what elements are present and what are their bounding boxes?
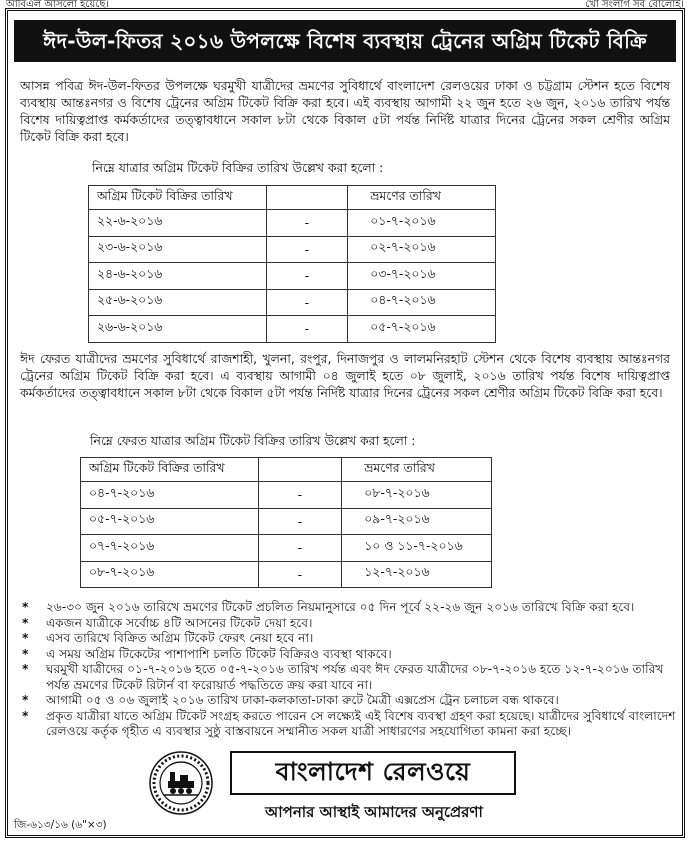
return-schedule-table [80,457,492,588]
note-marker: * [22,646,29,661]
brand-slogan: আপনার আস্থাই আমাদের অনুপ্রেরণা [265,803,483,821]
travel-date-cell: ১০ ও ১১-৭-২০১৬ [342,535,492,562]
notes-list [20,600,680,740]
separator-cell: - [258,561,342,588]
lead-return-schedule: নিম্নে ফেরত যাত্রার অগ্রিম টিকেট বিক্রির তারিখ উল্লেখ করা হলো : [90,433,416,448]
reference-code: জি-৬১৩/১৬ (৬"×৩) [14,819,107,831]
brand-name: বাংলাদেশ রেলওয়ে [275,757,471,786]
table-row [81,535,492,562]
list-item [20,662,680,693]
travel-date-cell: ০১-৭-২০১৬ [348,210,496,237]
travel-date-cell: ০৩-৭-২০১৬ [348,263,496,290]
note-text: এ সময় অগ্রিম টিকেটের পাশাপাশি চলতি টিকেট বিক্রিরও ব্যবস্থা থাকবে। [46,646,392,661]
table-row [89,236,496,263]
travel-date-cell: ০৯-৭-২০১৬ [342,508,492,535]
column-header-separator [258,458,342,482]
separator-cell: - [258,508,342,535]
sale-date-cell: ২৩-৬-২০১৬ [89,236,267,263]
separator-cell: - [266,316,348,343]
sale-date-cell: ০৪-৭-২০১৬ [81,482,259,509]
sale-date-cell: ২৪-৬-২০১৬ [89,263,267,290]
column-header-travel-date: ভ্রমণের তারিখ [348,186,496,210]
table-row [81,561,492,588]
separator-cell: - [266,263,348,290]
lead-outbound-schedule: নিম্নে যাত্রার অগ্রিম টিকেট বিক্রির তারিখ উল্লেখ করা হলো : [92,160,384,175]
outbound-schedule-table [88,185,496,343]
table-header-row [89,186,496,210]
list-item [20,647,680,663]
column-header-sale-date: অগ্রিম টিকেট বিক্রির তারিখ [89,186,267,210]
travel-date-cell: ০৫-৭-২০১৬ [348,316,496,343]
column-header-separator [266,186,348,210]
top-strip-left-text: আবিএল আসলো হয়েছে। [6,0,109,10]
bangladesh-railway-emblem-icon [148,750,214,816]
list-item [20,600,680,616]
sale-date-cell: ০৮-৭-২০১৬ [81,561,259,588]
table-row [89,210,496,237]
paragraph-outbound: আসন্ন পবিত্র ঈদ-উল-ফিতর উপলক্ষে ঘরমুখী যাত্রীদের ভ্রমণের সুবিধার্থে বাংলাদেশ রেলওয়ের ঢাকা ও চট্টগ্রাম স্টেশন হতে বিশেষ ব্যবস্থায় আন্তঃনগর ও বিশেষ ট্রেনের অগ্রিম টিকেট বিক্রি করা হবে। এই ব্যবস্থায় আগামী ২২ জুন হতে ২৬ জুন, ২০১৬ তারিখ পর্যন্ত বিশেষ দায়িত্বপ্রাপ্ত কর্মকর্তাদের তত্ত্বাবধানে সকাল ৮টা থেকে বিকাল ৫টা পর্যন্ত নির্দিষ্ট যাত্রার দিনের ট্রেনের সকল শ্রেণীর অগ্রিম টিকেট বিক্রি করা হবে। [20,78,670,144]
list-item [20,616,680,632]
column-header-sale-date: অগ্রিম টিকেট বিক্রির তারিখ [81,458,259,482]
sale-date-cell: ০৫-৭-২০১৬ [81,508,259,535]
note-marker: * [22,631,29,645]
sale-date-cell: ০৭-৭-২০১৬ [81,535,259,562]
top-strip-right-text: খো সংলাগ সব বোলোই। [585,0,684,10]
table-row [89,316,496,343]
note-marker: * [22,615,29,630]
note-text: ২৬-৩০ জুন ২০১৬ তারিখে ভ্রমণের টিকেট প্রচলিত নিয়মানুসারে ০৫ দিন পূর্বে ২২-২৬ জুন ২০১৬ তারিখে বিক্রি করা হবে। [46,600,635,614]
note-text: এসব তারিখে বিক্রিত অগ্রিম টিকেট ফেরৎ নেয়া হবে না। [46,631,314,645]
separator-cell: - [266,236,348,263]
travel-date-cell: ০৪-৭-২০১৬ [348,289,496,316]
note-text: একজন যাত্রীকে সর্বোচ্চ ৪টি আসনের টিকেট দেয়া হবে। [46,615,313,630]
list-item [20,631,680,647]
column-header-travel-date: ভ্রমণের তারিখ [342,458,492,482]
table-row [81,508,492,535]
note-text: আগামী ০৫ ও ০৬ জুলাই ২০১৬ তারিখ ঢাকা-কলকাতা-ঢাকা রুটে মৈত্রী এক্সপ্রেস ট্রেন চলাচল বন্ধ থাকবে। [46,693,559,707]
separator-cell: - [258,535,342,562]
travel-date-cell: ০২-৭-২০১৬ [348,236,496,263]
table-row [89,263,496,290]
note-marker: * [22,693,29,707]
list-item [20,693,680,709]
table-row [81,482,492,509]
notice-title: ঈদ-উল-ফিতর ২০১৬ উপলক্ষে বিশেষ ব্যবস্থায় ট্রেনের অগ্রিম টিকেট বিক্রি [14,20,676,62]
table-header-row [81,458,492,482]
table-row [89,289,496,316]
separator-cell: - [258,482,342,509]
sale-date-cell: ২২-৬-২০১৬ [89,210,267,237]
note-marker: * [22,708,29,723]
paragraph-return: ঈদ ফেরত যাত্রীদের ভ্রমণের সুবিধার্থে রাজশাহী, খুলনা, রংপুর, দিনাজপুর ও লালমনিরহাট স্টেশন থেকে বিশেষ ব্যবস্থায় আন্তঃনগর ট্রেনের অগ্রিম টিকেট বিক্রি করা হবে। এ ব্যবস্থায় আগামী ০৪ জুলাই হতে ০৮ জুলাই, ২০১৬ তারিখ পর্যন্ত বিশেষ দায়িত্বপ্রাপ্ত কর্মকর্তাদের তত্ত্বাবধানে সকাল ৮টা থেকে বিকাল ৫টা পর্যন্ত নির্দিষ্ট যাত্রার দিনের ট্রেনের সকল শ্রেণীর অগ্রিম টিকেট বিক্রি করা হবে। [20,351,670,400]
note-marker: * [22,662,29,676]
note-text: ঘরমুখী যাত্রীদের ০১-৭-২০১৬ হতে ০৫-৭-২০১৬ তারিখ পর্যন্ত এবং ঈদ ফেরত যাত্রীদের ০৮-৭-২০১৬ হতে ১২-৭-২০১৬ তারিখ পর্যন্ত ভ্রমণের টিকেট রিটার্ন বা ফরোয়ার্ড পদ্ধতিতে ক্রয় করা যাবে না। [46,662,664,692]
travel-date-cell: ১২-৭-২০১৬ [342,561,492,588]
note-text: প্রকৃত যাত্রীরা যাতে অগ্রিম টিকেট সংগ্রহ করতে পারেন সে লক্ষ্যেই এই বিশেষ ব্যবস্থা গ্রহণ করা হয়েছে। যাত্রীদের সুবিধার্থে বাংলাদেশ রেলওয়ে কর্তৃক গৃহীত এ ব্যবস্থার সুষ্ঠু বাস্তবায়নে সম্মানীত সকল যাত্রী সাধারণের সহযোগিতা কামনা করা হচ্ছে। [46,708,676,738]
travel-date-cell: ০৮-৭-২০১৬ [342,482,492,509]
list-item [20,709,680,740]
note-marker: * [22,600,29,614]
separator-cell: - [266,289,348,316]
sale-date-cell: ২৬-৬-২০১৬ [89,316,267,343]
separator-cell: - [266,210,348,237]
sale-date-cell: ২৫-৬-২০১৬ [89,289,267,316]
